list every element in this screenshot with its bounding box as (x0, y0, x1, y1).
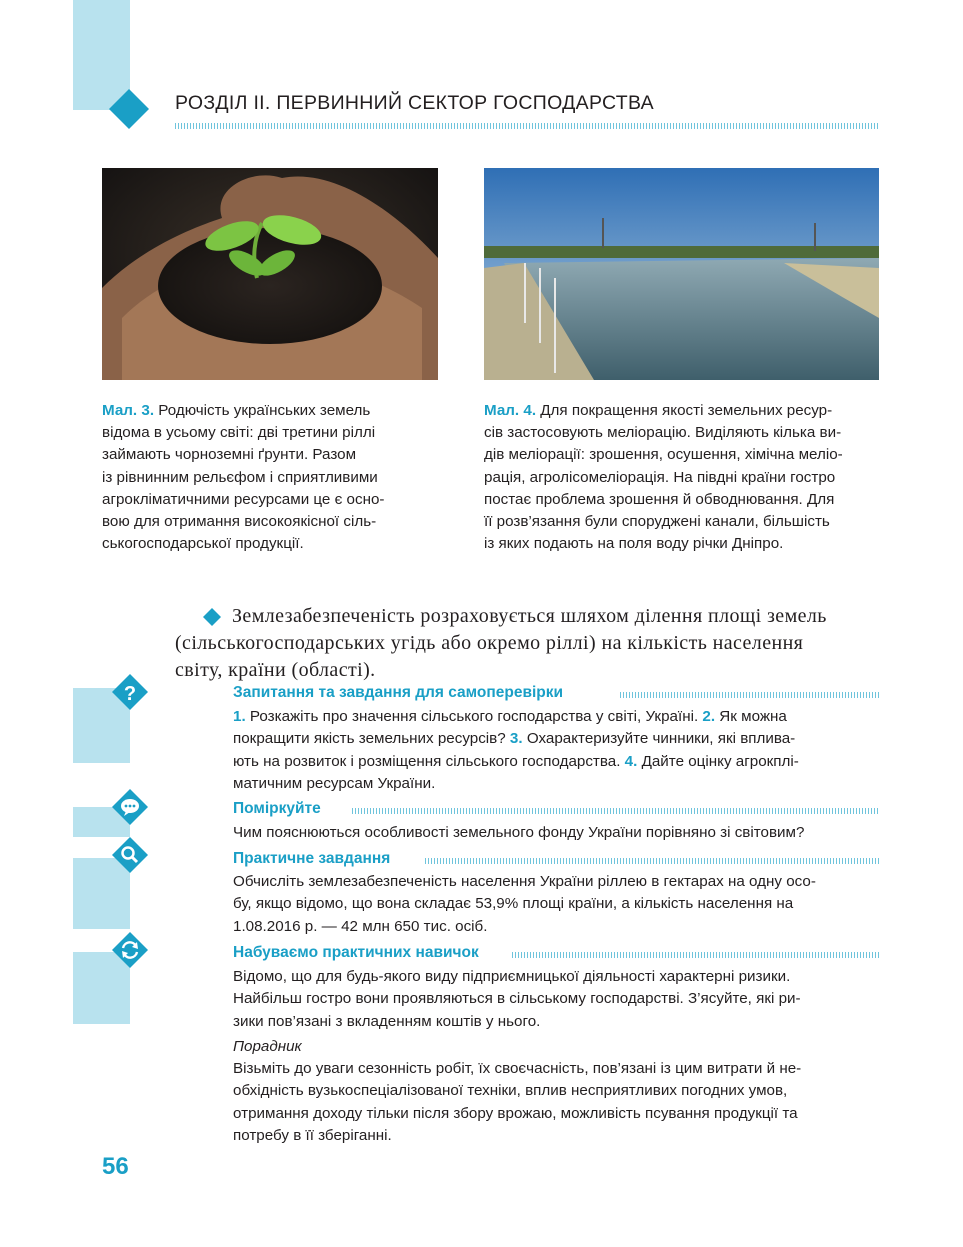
speech-bubble-icon (111, 788, 149, 826)
selfcheck-title: Запитання та завдання для самоперевірки (233, 684, 564, 701)
figure3-label: Мал. 3. (102, 402, 155, 419)
photo-soil-seedling (102, 168, 438, 380)
practical-title: Практичне завдання (233, 850, 391, 867)
think-rule (352, 808, 880, 814)
diamond-icon (108, 88, 150, 130)
selfcheck-rule (620, 692, 880, 698)
practical-rule (425, 858, 880, 864)
question-icon (111, 673, 149, 711)
think-title: Поміркуйте (233, 800, 321, 817)
chapter-title: РОЗДІЛ ІІ. ПЕРВИННИЙ СЕКТОР ГОСПОДАРСТВА (175, 92, 654, 114)
skills-title: Набуваємо практичних навичок (233, 944, 479, 961)
page-number: 56 (102, 1153, 129, 1180)
definition-text: Землезабезпеченість розраховується шляхом ділення площі земель (сільськогосподарських угідь або окремо ріллі) на кількість населення світу, країни (області). (175, 605, 827, 681)
header-rule (175, 123, 880, 129)
practical-body: Обчисліть землезабезпеченість населення України ріллею в гектарах на одну осо- бу, якщо відомо, що вона складає 53,9% площі країни, а кількість населення на 1.08.2016 р. — 42 млн 650 тис. осіб. (233, 873, 816, 935)
magnifier-icon (111, 836, 149, 874)
figure4-caption: Мал. 4. Для покращення якості земельних ресур- сів застосовують меліорацію. Виділяють кілька ви- дів меліорації: зрошення, осушення, хімічна меліо- рація, агролісомеліорація. На півдні країни гостро постає проблема зрошення й обводнювання. Для її розв’язання були споруджені канали, більшість із яких подають на поля воду річки Дніпро. (484, 402, 843, 553)
advice-label: Порадник (233, 1038, 302, 1055)
svg-text:?: ? (123, 683, 137, 705)
refresh-icon (111, 931, 149, 969)
figure4-label: Мал. 4. (484, 402, 537, 419)
figure3-caption: Мал. 3. Родючість українських земель відома в усьому світі: дві третини ріллі займають чорноземні ґрунти. Разом із рівнинним рельєфом і сприятливими агрокліматичними ресурсами це є осно- вою для отримання високоякісної сіль- ськогосподарської продукції. (102, 402, 385, 553)
skills-rule (512, 952, 880, 958)
advice-body: Візьміть до уваги сезонність робіт, їх своєчасність, пов’язані із цим витрати й не- обхідність вузькоспеціалізованої техніки, вплив несприятливих погодних умов, отримання доходу тільки після збору врожаю, можливість псування продукції та потребу в її зберіганні. (233, 1060, 802, 1144)
selfcheck-body: 1. Розкажіть про значення сільського господарства у світі, Україні. 2. Як можна покращити якість земельних ресурсів? 3. Охарактеризуйте чинники, які вплива- ють на розвиток і розміщення сільського господарства. 4. Дайте оцінку агрокплі- матичним ресурсам України. (233, 708, 799, 792)
think-text: Чим пояснюються особливості земельного фонду України порівняно зі світовим? (233, 824, 805, 841)
photo-irrigation-canal (484, 168, 879, 380)
skills-body: Відомо, що для будь-якого виду підприємницької діяльності характерні ризики. Найбільш гостро вони проявляються в сільському господарстві. З’ясуйте, які ри- зики пов’язані з вкладенням коштів у нього. (233, 968, 801, 1030)
